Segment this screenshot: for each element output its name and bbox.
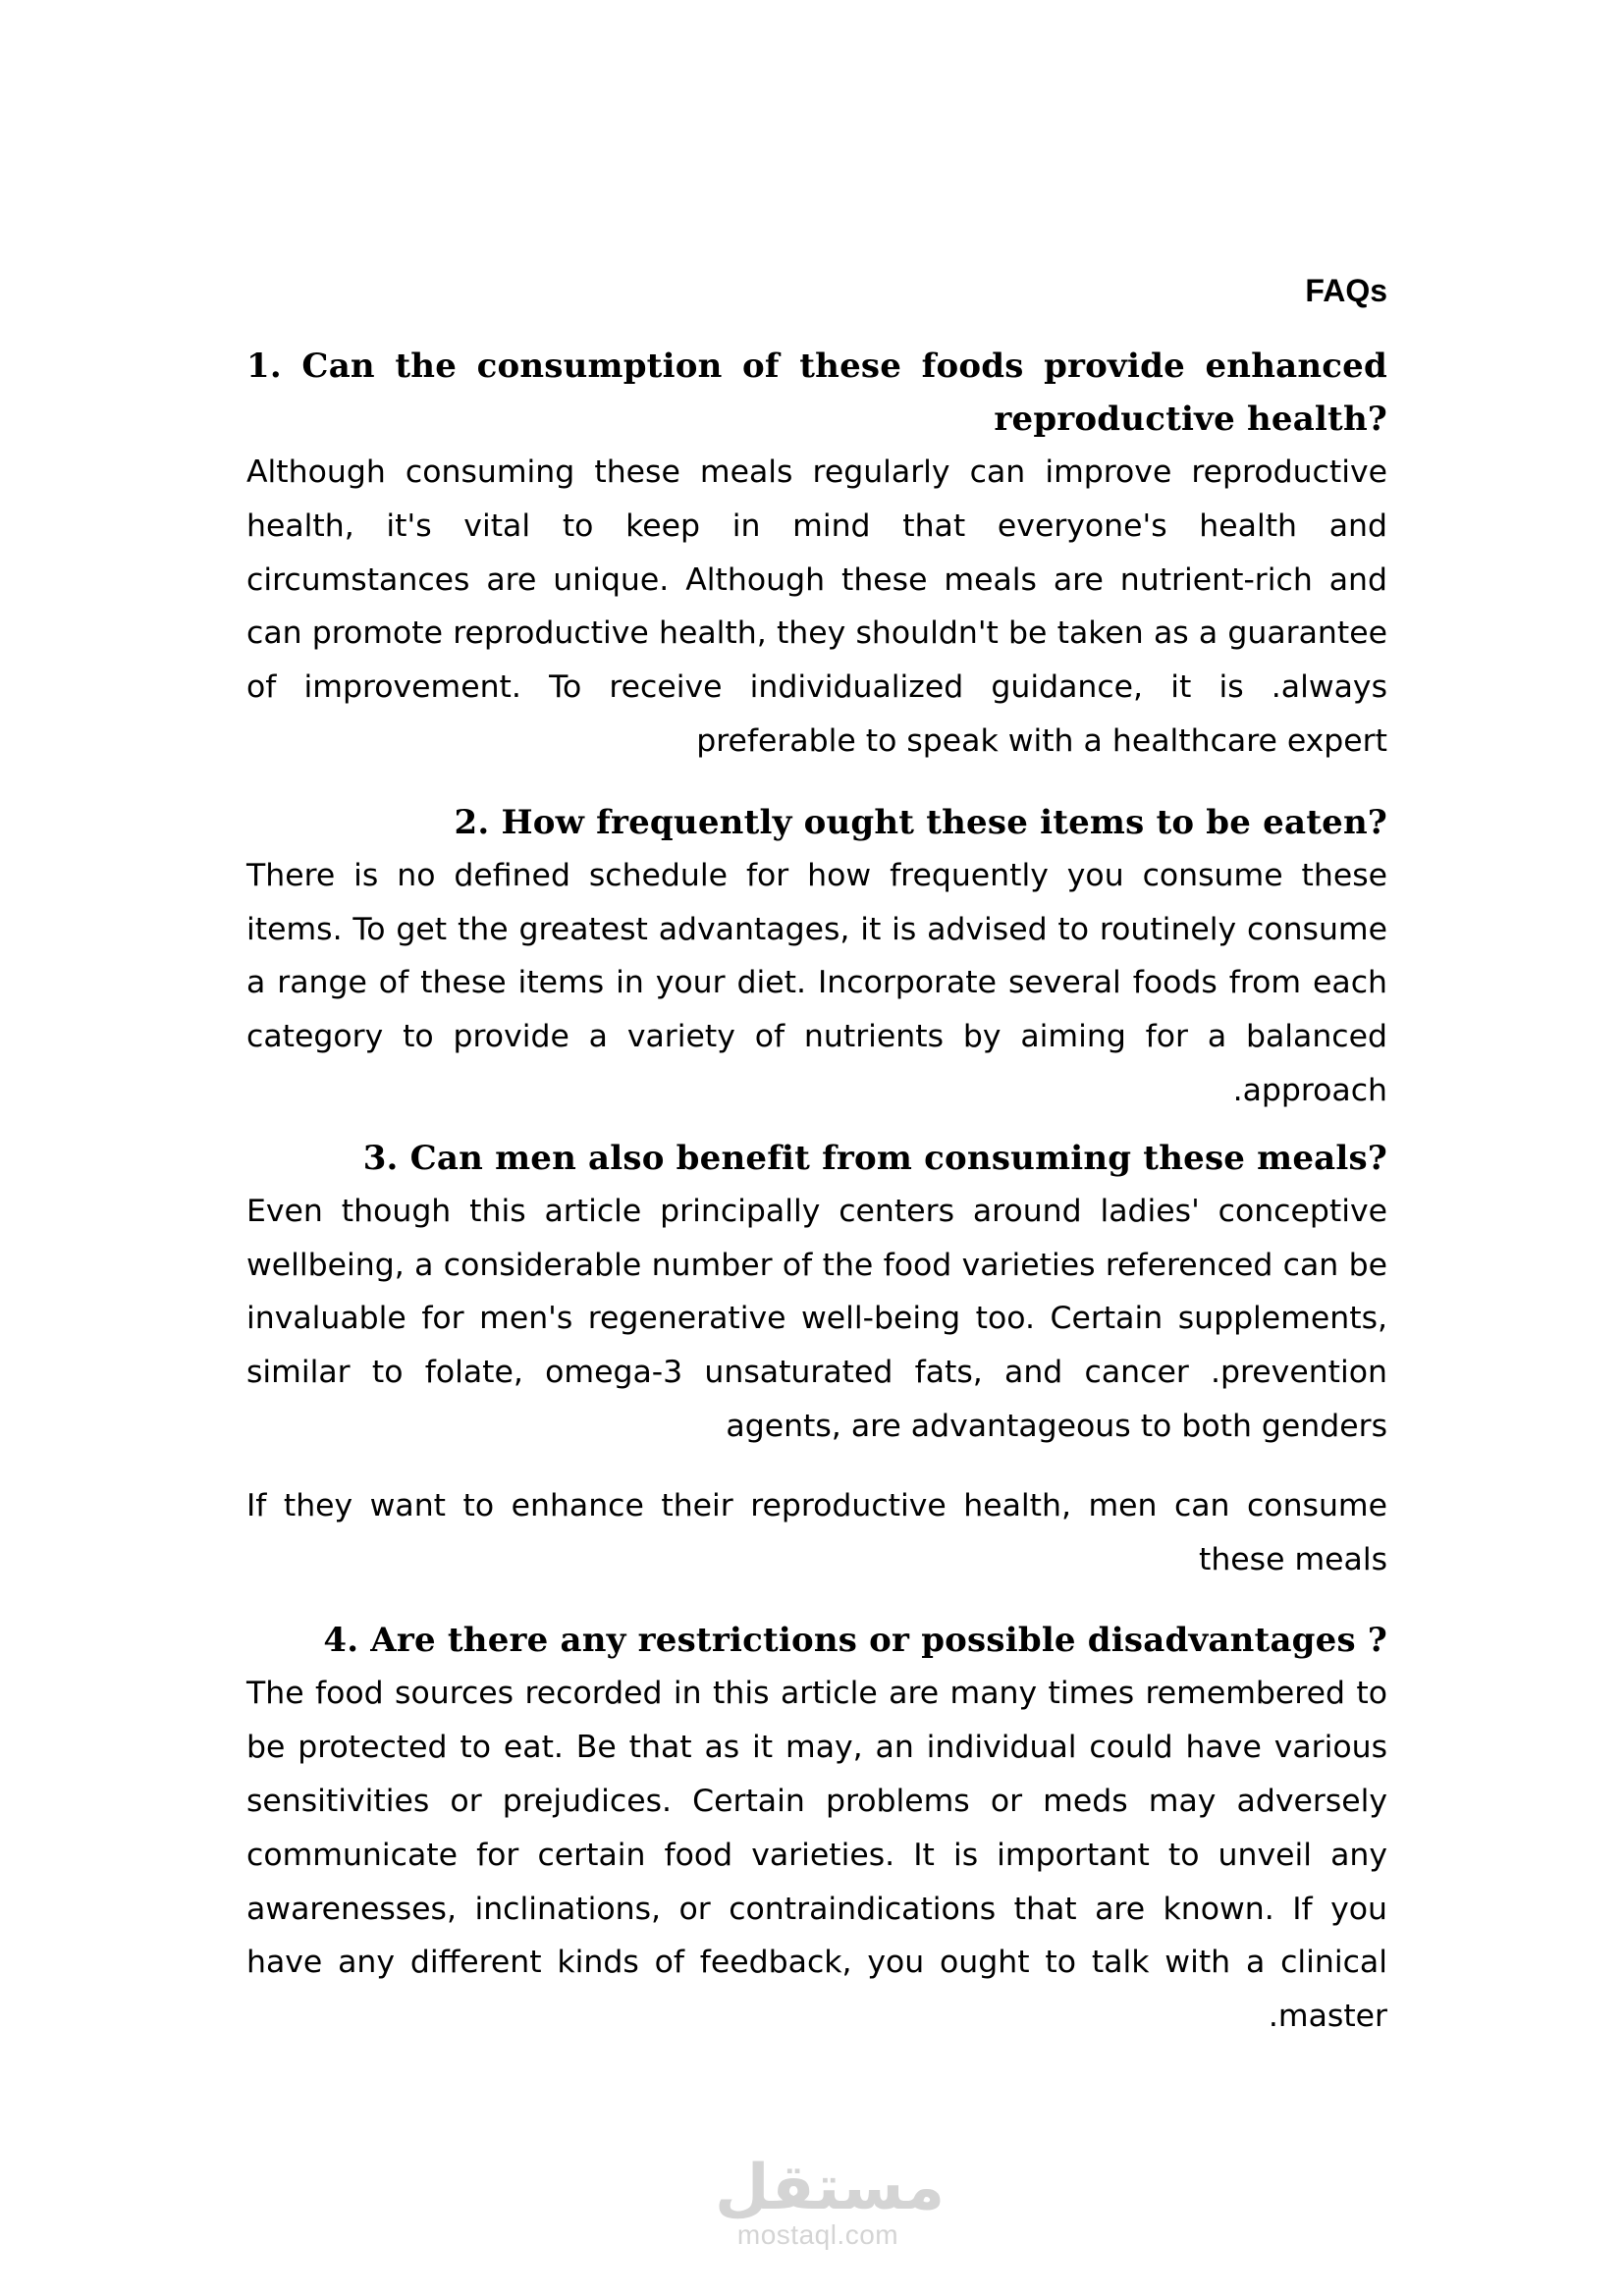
faq-item-2 (246, 796, 1387, 1118)
faq-question-3: 3. Can men also benefit from consuming these meals? (362, 1138, 1387, 1178)
mostaql-watermark (715, 2152, 946, 2250)
faq-item-1 (246, 340, 1387, 769)
faq-answer-3a: Even though this article principally centers around ladies' conceptive wellbeing, a considerable number of the food varieties referenced can be invaluable for men's regenerative well-being too. Certain supplements, similar to folate, omega-3 unsaturated fats, and cancer .prevention agents, are advantageous to both genders (246, 1193, 1387, 1444)
faq-answer-2: There is no defined schedule for how frequently you consume these items. To get the greatest advantages, it is advised to routinely consume a range of these items in your diet. Incorporate several foods from each category to provide a variety of nutrients by aiming for a balanced .approach (246, 857, 1387, 1108)
faq-item-4 (246, 1614, 1387, 2044)
faq-answer-4: The food sources recorded in this article are many times remembered to be protected to eat. Be that as it may, an individual could have various sensitivities or prejudices. Certain problems or meds may adversely communicate for certain food varieties. It is important to unveil any awarenesses, inclinations, or contraindications that are known. If you have any different kinds of feedback, you ought to talk with a clinical .master (246, 1676, 1387, 2035)
faq-question-1: 1. Can the consumption of these foods provide enhanced reproductive health? (246, 347, 1387, 439)
document-page (246, 265, 1387, 2044)
faq-question-4: 4. Are there any restrictions or possible disadvantages ? (323, 1621, 1387, 1661)
watermark-latin: mostaql.com (736, 2219, 899, 2250)
faq-answer-1: Although consuming these meals regularly can improve reproductive health, it's vital to keep in mind that everyone's health and circumstances are unique. Although these meals are nutrient-rich and can promote reproductive health, they shouldn't be taken as a guarantee of improvement. To receive individualized guidance, it is .always preferable to speak with a healthcare expert (246, 454, 1387, 759)
watermark-arabic: مستقل (715, 2152, 946, 2224)
faq-answer-3b: If they want to enhance their reproductive health, men can consume these meals (246, 1487, 1387, 1577)
faqs-heading: FAQs (1305, 273, 1387, 308)
faq-item-3 (246, 1132, 1387, 1587)
faq-question-2: 2. How frequently ought these items to be eaten? (454, 802, 1387, 842)
